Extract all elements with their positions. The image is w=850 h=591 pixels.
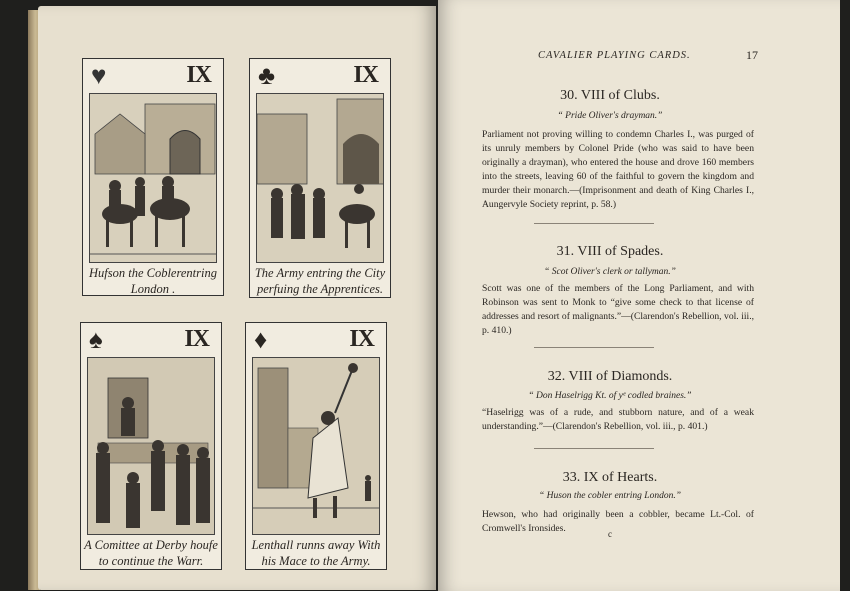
caption-line: London .: [130, 282, 176, 296]
card-caption: [250, 263, 390, 301]
playing-card-clubs: [249, 58, 391, 298]
entry-subtitle: “ Scot Oliver's clerk or tallyman.”: [544, 267, 676, 277]
card-caption: [83, 263, 223, 301]
playing-card-hearts: [82, 58, 224, 296]
divider: [534, 223, 654, 224]
engraving-illustration: [89, 93, 217, 263]
heart-icon: ♥: [91, 61, 107, 90]
caption-line: The Army entring the City: [254, 266, 386, 280]
divider: [534, 448, 654, 449]
entry-subtitle: “ Huson the cobler entring London.”: [539, 491, 681, 501]
entry-text: “Haselrigg was of a rude, and stubborn nature, and of a weak understanding.”—(Clarendon's Rebellion, vol. iii., p. 401.): [482, 407, 754, 432]
entry-text: Hewson, who had originally been a cobbler, became Lt.-Col. of Cromwell's Ironsides.: [482, 509, 754, 534]
entry-subtitle: “ Don Haselrigg Kt. of yᵉ codled braines.”: [528, 391, 692, 401]
engraving-illustration: [256, 93, 384, 263]
entry-subtitle: “ Pride Oliver's drayman.”: [557, 111, 663, 121]
entry-text: Parliament not proving willing to condemn Charles I., was purged of its unruly members by Colonel Pride (who was said to have been originally a drayman), who entered the house and drove 160 members into the streets, leaving 60 of the faithful to govern the kingdom and murder their monarch.—(Imprisonment and death of King Charles I., Aungervyle Society reprint, p. 58.): [482, 129, 754, 210]
caption-line: Lenthall runns away With: [251, 538, 381, 552]
entry-heading: 32. VIII of Diamonds.: [547, 369, 673, 384]
divider: [534, 347, 654, 348]
card-number: IX: [353, 62, 378, 88]
caption-line: to continue the Warr.: [98, 554, 204, 568]
card-number: IX: [186, 62, 211, 88]
playing-card-spades: [80, 322, 222, 570]
entry-heading: 30. VIII of Clubs.: [560, 88, 660, 103]
entry-heading: 33. IX of Hearts.: [562, 470, 658, 485]
club-icon: ♣: [258, 61, 276, 90]
card-number: IX: [349, 326, 374, 352]
card-caption: [246, 535, 386, 573]
caption-line: perfuing the Apprentices.: [256, 282, 384, 296]
card-number: IX: [184, 326, 209, 352]
caption-line: A Comittee at Derby houfe: [84, 538, 218, 552]
playing-card-diamonds: [245, 322, 387, 570]
engraving-illustration: [252, 357, 380, 535]
signature-mark: c: [608, 529, 612, 539]
diamond-icon: ♦: [254, 325, 268, 354]
entry-text: Scott was one of the members of the Long Parliament, and with Robinson was sent to Monk to “give some check to that license of addresses and resort of malignants.”—(Clarendon's Rebellion, vol. iii., p. 410.): [482, 283, 754, 336]
entry-heading: 31. VIII of Spades.: [556, 244, 664, 259]
running-header: CAVALIER PLAYING CARDS.: [538, 50, 691, 61]
page-number: 17: [746, 48, 758, 62]
caption-line: Hufson the Coblerentring: [88, 266, 217, 280]
engraving-illustration: [87, 357, 215, 535]
spade-icon: ♠: [89, 325, 103, 354]
card-caption: [81, 535, 221, 573]
caption-line: his Mace to the Army.: [261, 554, 371, 568]
